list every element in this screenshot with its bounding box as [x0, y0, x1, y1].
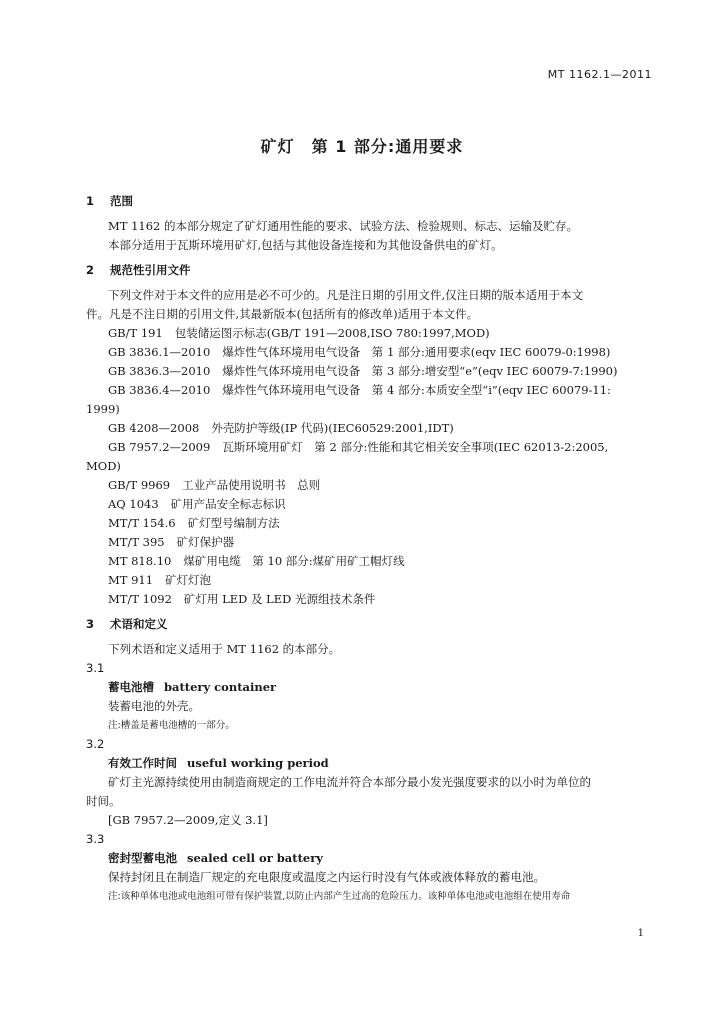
section-title: 范围	[110, 194, 134, 208]
reference-title: 瓦斯环境用矿灯 第 2 部分:性能和其它相关安全事项(IEC 62013-2:2005,	[222, 440, 609, 454]
document-body	[86, 192, 656, 906]
note-label: 注:	[108, 720, 121, 731]
standard-number: MT 1162.1—2011	[547, 68, 652, 81]
reference-item	[86, 571, 656, 590]
reference-item	[86, 438, 656, 457]
note-label: 注:	[108, 891, 121, 902]
reference-title: 煤矿用电缆 第 10 部分:煤矿用矿工帽灯线	[183, 554, 405, 568]
term-entry	[86, 678, 656, 697]
reference-item	[86, 381, 656, 400]
paragraph: 下列文件对于本文件的应用是必不可少的。凡是注日期的引用文件,仅注日期的版本适用于本文	[108, 288, 584, 302]
term-note	[86, 716, 656, 735]
reference-title: 矿灯保护器	[176, 535, 235, 549]
reference-code: MT 911	[108, 573, 154, 587]
term-source: [GB 7957.2—2009,定义 3.1]	[108, 813, 268, 827]
reference-item	[86, 495, 656, 514]
reference-item	[86, 533, 656, 552]
reference-item	[86, 590, 656, 609]
reference-item	[86, 343, 656, 362]
reference-code: GB 3836.1—2010	[108, 345, 211, 359]
term-entry	[86, 754, 656, 773]
note-text: 该种单体电池或电池组可带有保护装置,以防止内部产生过高的危险压力。该种单体电池或电池组在使用寿命	[120, 891, 571, 902]
term-number: 3.1	[86, 661, 105, 675]
document-title: 矿灯 第 1 部分:通用要求	[260, 137, 464, 156]
note-text: 槽盖是蓄电池槽的一部分。	[120, 720, 235, 731]
reference-title: 爆炸性气体环境用电气设备 第 4 部分:本质安全型“i”(eqv IEC 60079-11:	[222, 383, 611, 397]
term-number: 3.3	[86, 832, 105, 846]
reference-code: MT 818.10	[108, 554, 172, 568]
section-2-heading	[86, 261, 656, 280]
reference-continuation: MOD)	[86, 459, 121, 473]
section-3-heading	[86, 615, 656, 634]
term-definition: 矿灯主光源持续使用由制造商规定的工作电流并符合本部分最小发光强度要求的以小时为单位的	[108, 775, 591, 789]
term-chinese: 密封型蓄电池	[108, 851, 177, 865]
reference-title: 矿灯用 LED 及 LED 光源组技术条件	[183, 592, 376, 606]
reference-code: MT/T 1092	[108, 592, 172, 606]
reference-title: 工业产品使用说明书 总则	[182, 478, 321, 492]
term-number: 3.2	[86, 737, 105, 751]
reference-item	[86, 514, 656, 533]
term-chinese: 蓄电池槽	[108, 680, 154, 694]
reference-title: 爆炸性气体环境用电气设备 第 3 部分:增安型“e”(eqv IEC 60079-7:1990)	[222, 364, 618, 378]
reference-code: GB 3836.4—2010	[108, 383, 211, 397]
section-title: 术语和定义	[110, 617, 168, 631]
section-title: 规范性引用文件	[110, 263, 191, 277]
term-chinese: 有效工作时间	[108, 756, 177, 770]
term-english: battery container	[164, 680, 277, 694]
reference-code: GB/T 9969	[108, 478, 171, 492]
reference-item	[86, 324, 656, 343]
reference-continuation: 1999)	[86, 402, 120, 416]
term-english: sealed cell or battery	[187, 851, 323, 865]
reference-title: 包装储运图示标志(GB/T 191—2008,ISO 780:1997,MOD)	[174, 326, 490, 340]
reference-item	[86, 419, 656, 438]
reference-title: 爆炸性气体环境用电气设备 第 1 部分:通用要求(eqv IEC 60079-0:1998)	[222, 345, 611, 359]
reference-title: 矿用产品安全标志标识	[170, 497, 286, 511]
reference-code: GB/T 191	[108, 326, 163, 340]
paragraph: MT 1162 的本部分规定了矿灯通用性能的要求、试验方法、检验规则、标志、运输及贮存。	[108, 219, 579, 233]
reference-code: MT/T 154.6	[108, 516, 176, 530]
term-entry	[86, 849, 656, 868]
paragraph: 本部分适用于瓦斯环境用矿灯,包括与其他设备连接和为其他设备供电的矿灯。	[108, 238, 503, 252]
term-english: useful working period	[187, 756, 329, 770]
section-number: 3	[86, 617, 95, 631]
reference-item	[86, 476, 656, 495]
reference-title: 矿灯灯泡	[165, 573, 212, 587]
page-number: 1	[637, 928, 644, 939]
term-definition-continuation: 时间。	[86, 794, 121, 808]
reference-code: GB 7957.2—2009	[108, 440, 211, 454]
term-definition: 装蓄电池的外壳。	[108, 699, 200, 713]
reference-code: AQ 1043	[108, 497, 159, 511]
section-1-heading	[86, 192, 656, 211]
reference-title: 矿灯型号编制方法	[187, 516, 280, 530]
section-number: 2	[86, 263, 95, 277]
reference-code: GB 3836.3—2010	[108, 364, 211, 378]
reference-title: 外壳防护等级(IP 代码)(IEC60529:2001,IDT)	[211, 421, 454, 435]
reference-item	[86, 552, 656, 571]
reference-code: GB 4208—2008	[108, 421, 200, 435]
paragraph-continuation: 件。凡是不注日期的引用文件,其最新版本(包括所有的修改单)适用于本文件。	[86, 307, 479, 321]
reference-code: MT/T 395	[108, 535, 165, 549]
reference-list	[86, 324, 656, 609]
paragraph: 下列术语和定义适用于 MT 1162 的本部分。	[108, 642, 341, 656]
term-definition: 保持封闭且在制造厂规定的充电限度或温度之内运行时没有气体或液体释放的蓄电池。	[108, 870, 545, 884]
reference-item	[86, 362, 656, 381]
section-number: 1	[86, 194, 95, 208]
term-note	[86, 887, 656, 906]
